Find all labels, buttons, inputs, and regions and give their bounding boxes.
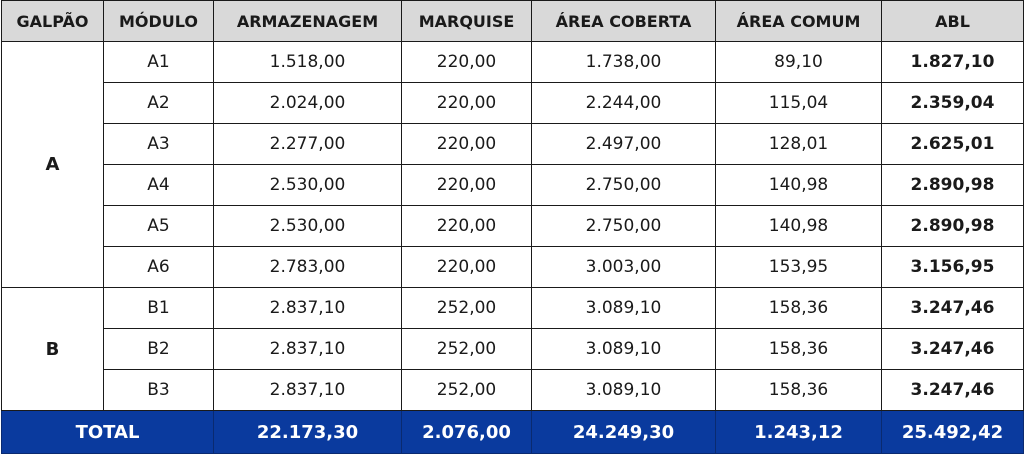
header-modulo: MÓDULO bbox=[104, 1, 214, 42]
table-row bbox=[2, 288, 1024, 329]
marquise-cell: 220,00 bbox=[402, 206, 532, 247]
abl-cell: 2.625,01 bbox=[882, 124, 1024, 165]
header-row bbox=[2, 1, 1024, 42]
header-area-comum: ÁREA COMUM bbox=[716, 1, 882, 42]
marquise-cell: 252,00 bbox=[402, 370, 532, 411]
galpao-cell: B bbox=[2, 288, 104, 411]
area-comum-cell: 140,98 bbox=[716, 206, 882, 247]
table-row bbox=[2, 370, 1024, 411]
total-row bbox=[2, 411, 1024, 454]
abl-cell: 3.247,46 bbox=[882, 288, 1024, 329]
modulo-cell: B1 bbox=[104, 288, 214, 329]
abl-cell: 2.359,04 bbox=[882, 83, 1024, 124]
area-comum-cell: 89,10 bbox=[716, 42, 882, 83]
armazenagem-cell: 2.837,10 bbox=[214, 370, 402, 411]
table-row bbox=[2, 124, 1024, 165]
header-armazenagem: ARMAZENAGEM bbox=[214, 1, 402, 42]
marquise-cell: 252,00 bbox=[402, 288, 532, 329]
area-coberta-cell: 3.089,10 bbox=[532, 329, 716, 370]
modulo-cell: A2 bbox=[104, 83, 214, 124]
total-label: TOTAL bbox=[2, 411, 214, 454]
table-row bbox=[2, 42, 1024, 83]
armazenagem-cell: 2.530,00 bbox=[214, 206, 402, 247]
header-area-coberta: ÁREA COBERTA bbox=[532, 1, 716, 42]
galpao-cell: A bbox=[2, 42, 104, 288]
table-row bbox=[2, 206, 1024, 247]
marquise-cell: 220,00 bbox=[402, 42, 532, 83]
area-comum-cell: 158,36 bbox=[716, 288, 882, 329]
armazenagem-cell: 2.837,10 bbox=[214, 288, 402, 329]
table-row bbox=[2, 329, 1024, 370]
header-marquise: MARQUISE bbox=[402, 1, 532, 42]
header-galpao: GALPÃO bbox=[2, 1, 104, 42]
armazenagem-cell: 2.783,00 bbox=[214, 247, 402, 288]
total-armazenagem: 22.173,30 bbox=[214, 411, 402, 454]
area-table bbox=[1, 0, 1024, 454]
abl-cell: 3.247,46 bbox=[882, 329, 1024, 370]
modulo-cell: B2 bbox=[104, 329, 214, 370]
area-coberta-cell: 2.497,00 bbox=[532, 124, 716, 165]
area-coberta-cell: 3.003,00 bbox=[532, 247, 716, 288]
modulo-cell: A3 bbox=[104, 124, 214, 165]
total-marquise: 2.076,00 bbox=[402, 411, 532, 454]
area-coberta-cell: 3.089,10 bbox=[532, 288, 716, 329]
area-comum-cell: 115,04 bbox=[716, 83, 882, 124]
marquise-cell: 220,00 bbox=[402, 83, 532, 124]
area-comum-cell: 140,98 bbox=[716, 165, 882, 206]
header-abl: ABL bbox=[882, 1, 1024, 42]
modulo-cell: A5 bbox=[104, 206, 214, 247]
marquise-cell: 220,00 bbox=[402, 124, 532, 165]
abl-cell: 1.827,10 bbox=[882, 42, 1024, 83]
armazenagem-cell: 2.024,00 bbox=[214, 83, 402, 124]
total-area-comum: 1.243,12 bbox=[716, 411, 882, 454]
abl-cell: 3.247,46 bbox=[882, 370, 1024, 411]
abl-cell: 2.890,98 bbox=[882, 206, 1024, 247]
area-comum-cell: 128,01 bbox=[716, 124, 882, 165]
table-row bbox=[2, 247, 1024, 288]
area-comum-cell: 158,36 bbox=[716, 370, 882, 411]
armazenagem-cell: 1.518,00 bbox=[214, 42, 402, 83]
marquise-cell: 220,00 bbox=[402, 165, 532, 206]
marquise-cell: 252,00 bbox=[402, 329, 532, 370]
modulo-cell: A6 bbox=[104, 247, 214, 288]
total-area-coberta: 24.249,30 bbox=[532, 411, 716, 454]
abl-cell: 3.156,95 bbox=[882, 247, 1024, 288]
modulo-cell: A4 bbox=[104, 165, 214, 206]
area-comum-cell: 153,95 bbox=[716, 247, 882, 288]
modulo-cell: B3 bbox=[104, 370, 214, 411]
total-abl: 25.492,42 bbox=[882, 411, 1024, 454]
area-coberta-cell: 2.750,00 bbox=[532, 206, 716, 247]
table-row bbox=[2, 165, 1024, 206]
area-coberta-cell: 2.750,00 bbox=[532, 165, 716, 206]
area-coberta-cell: 3.089,10 bbox=[532, 370, 716, 411]
armazenagem-cell: 2.530,00 bbox=[214, 165, 402, 206]
armazenagem-cell: 2.277,00 bbox=[214, 124, 402, 165]
abl-cell: 2.890,98 bbox=[882, 165, 1024, 206]
area-comum-cell: 158,36 bbox=[716, 329, 882, 370]
modulo-cell: A1 bbox=[104, 42, 214, 83]
table-row bbox=[2, 83, 1024, 124]
armazenagem-cell: 2.837,10 bbox=[214, 329, 402, 370]
area-coberta-cell: 2.244,00 bbox=[532, 83, 716, 124]
area-coberta-cell: 1.738,00 bbox=[532, 42, 716, 83]
marquise-cell: 220,00 bbox=[402, 247, 532, 288]
